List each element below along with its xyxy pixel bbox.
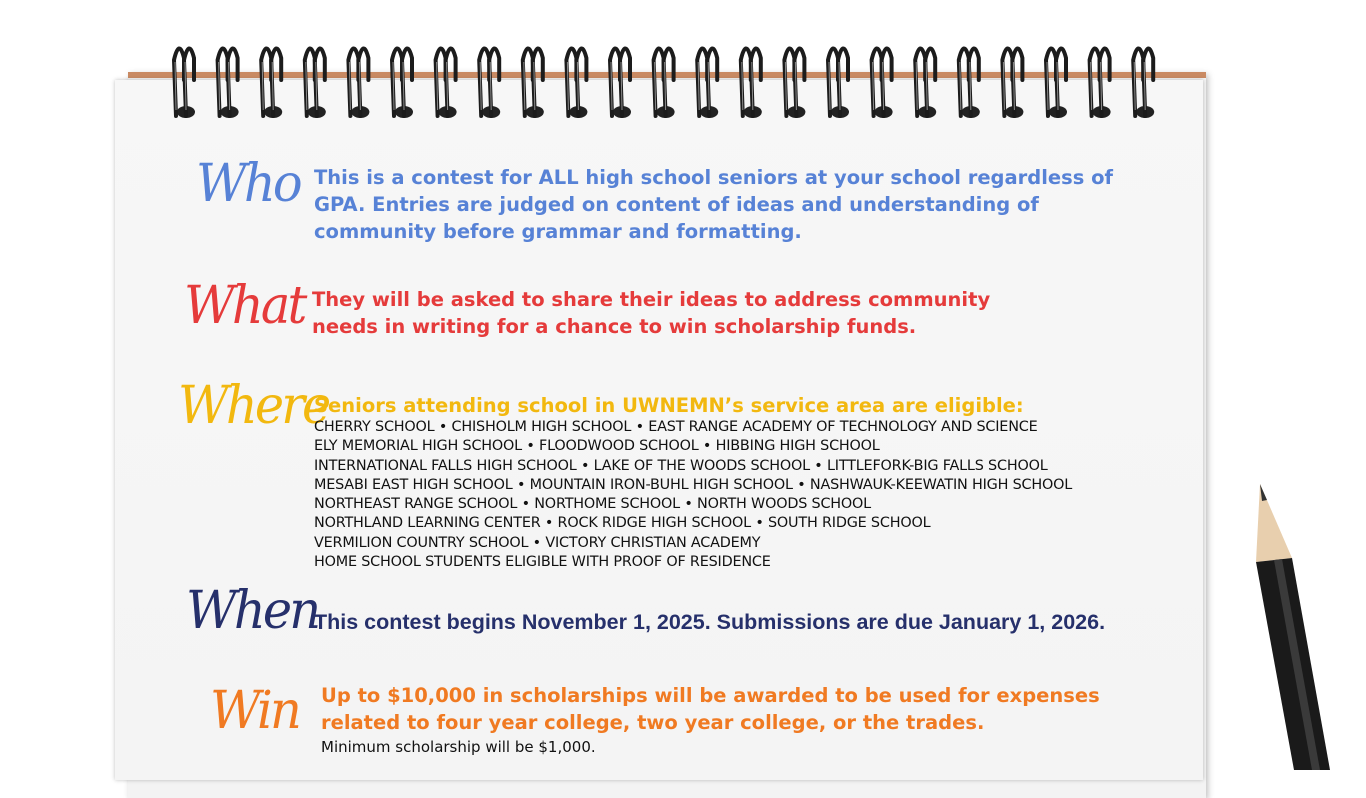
school-line: NORTHEAST RANGE SCHOOL • NORTHOME SCHOOL • NORTH WOODS SCHOOL (314, 496, 872, 513)
who-text: This is a contest for ALL high school seniors at your school regardless of GPA. Entries are judged on content of ideas and understanding of community before grammar and formatting. (314, 166, 1114, 243)
school-line: INTERNATIONAL FALLS HIGH SCHOOL • LAKE OF THE WOODS SCHOOL • LITTLEFORK-BIG FALLS SCHOOL (314, 457, 1048, 474)
eligible-schools-list (314, 418, 1072, 572)
win-label: Win (210, 681, 299, 741)
who-label: Who (196, 154, 300, 214)
school-line: HOME SCHOOL STUDENTS ELIGIBLE WITH PROOF OF RESIDENCE (314, 554, 771, 571)
when-text: This contest begins November 1, 2025. Submissions are due January 1, 2026. (314, 610, 1106, 634)
where-heading: Seniors attending school in UWNEMN’s service area are eligible: (314, 394, 1024, 417)
what-label: What (184, 276, 305, 336)
what-text: They will be asked to share their ideas to address community needs in writing for a chance to win scholarship funds. (312, 288, 991, 338)
school-line: MESABI EAST HIGH SCHOOL • MOUNTAIN IRON-BUHL HIGH SCHOOL • NASHWAUK-KEEWATIN HIGH SCHOOL (314, 476, 1073, 493)
when-label: When (186, 581, 319, 641)
school-line: ELY MEMORIAL HIGH SCHOOL • FLOODWOOD SCHOOL • HIBBING HIGH SCHOOL (314, 438, 880, 455)
school-line: CHERRY SCHOOL • CHISHOLM HIGH SCHOOL • EAST RANGE ACADEMY OF TECHNOLOGY AND SCIENCE (314, 419, 1038, 435)
win-text: Up to $10,000 in scholarships will be awarded to be used for expenses related to four year college, two year college, or the trades. (321, 684, 1100, 734)
win-note: Minimum scholarship will be $1,000. (321, 738, 596, 756)
pencil-icon (1230, 470, 1340, 770)
school-line: VERMILION COUNTRY SCHOOL • VICTORY CHRISTIAN ACADEMY (314, 534, 761, 551)
where-label: Where (178, 376, 329, 436)
school-line: NORTHLAND LEARNING CENTER • ROCK RIDGE HIGH SCHOOL • SOUTH RIDGE SCHOOL (314, 515, 931, 532)
